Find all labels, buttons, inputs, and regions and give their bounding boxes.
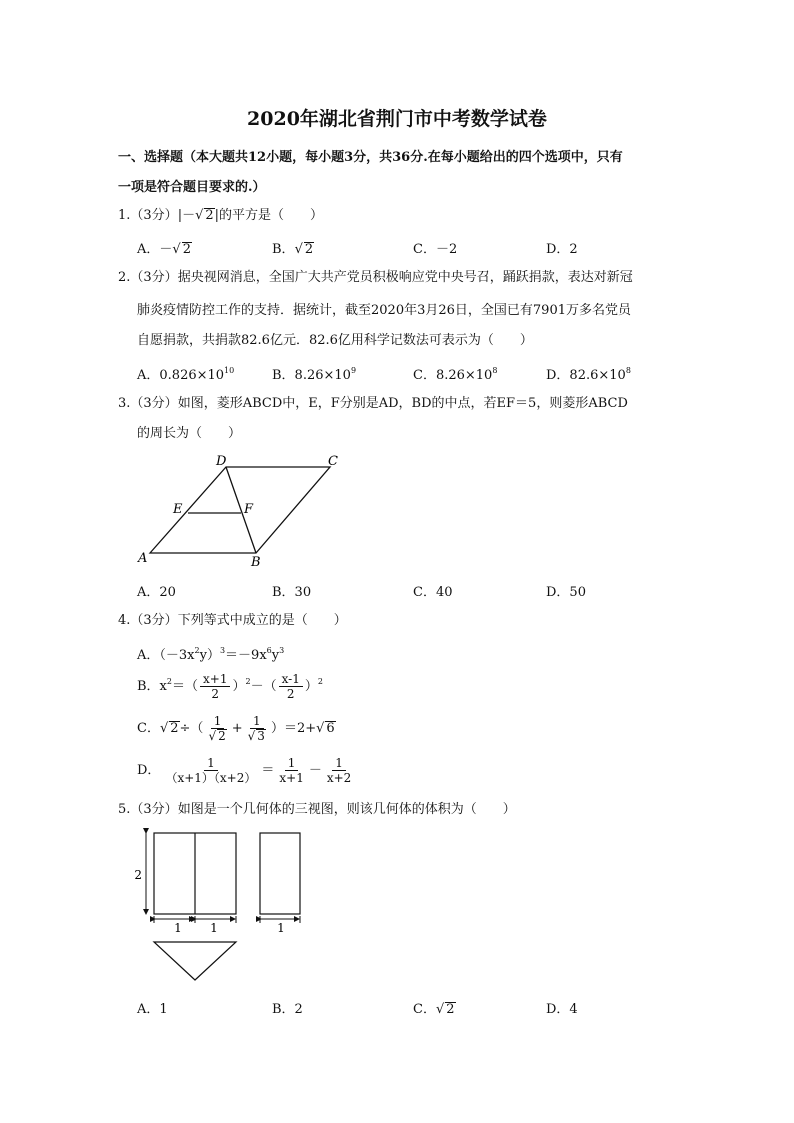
q5-option-c-radicand: 2 — [446, 1002, 455, 1017]
q4-b-numerator1: x+1 — [200, 672, 230, 687]
q4-d-denominator2: x+1 — [279, 771, 304, 785]
q1-text-pre: |－ — [177, 208, 196, 223]
q4-a-exp2: 3 — [219, 645, 226, 655]
q2-option-a-label: A．0.826×10 — [137, 368, 225, 383]
width-label-3: 1 — [277, 921, 285, 935]
q3-option-a[interactable]: A．20 — [137, 585, 176, 600]
question-3-line2: 的周长为（ ） — [137, 426, 242, 441]
q1-option-b[interactable]: B．√ 2 — [272, 242, 314, 257]
q4-c-plus: + — [231, 721, 243, 736]
q4-c-radicand3: 3 — [257, 729, 265, 743]
q4-option-a[interactable] — [137, 644, 284, 663]
q5-option-d[interactable]: D．4 — [546, 1002, 578, 1017]
q5-option-c[interactable]: C．√ 2 — [413, 1002, 455, 1017]
three-view-figure — [134, 828, 314, 988]
side-view — [260, 833, 300, 914]
q2-option-c-exponent: 8 — [492, 365, 498, 375]
q4-b-exp1: 2 — [166, 676, 172, 686]
q4-b-part4: －（ — [250, 679, 277, 694]
q2-option-b[interactable] — [272, 364, 356, 383]
height-label: 2 — [134, 868, 142, 882]
section-header-line2: 一项是符合题目要求的.） — [118, 180, 266, 195]
label-e: E — [173, 502, 183, 517]
q4-c-label: C． — [137, 721, 160, 736]
width-label-2: 1 — [210, 921, 218, 935]
q4-a-exp4: 3 — [279, 645, 285, 655]
q4-score: （3分） — [130, 613, 178, 628]
q4-c-radicand4: 6 — [326, 721, 335, 736]
q4-number: 4. — [118, 613, 131, 628]
q4-a-exp3: 6 — [266, 645, 272, 655]
exam-title: 2020年湖北省荆门市中考数学试卷 — [247, 108, 547, 130]
q1-option-b-label: B． — [272, 242, 295, 257]
q4-text: 下列等式中成立的是（ ） — [177, 613, 347, 628]
q4-c-numerator2: 1 — [250, 714, 264, 729]
q3-score: （3分） — [130, 396, 178, 411]
q2-option-d-label: D．82.6×10 — [546, 368, 626, 383]
question-2-line3: 自愿捐款，共捐款82.6亿元．82.6亿用科学记数法可表示为（ ） — [137, 333, 533, 348]
question-5 — [118, 801, 516, 819]
q1-text-post: |的平方是（ ） — [214, 208, 324, 223]
q5-number: 5. — [118, 802, 131, 817]
q2-number: 2. — [118, 270, 131, 285]
width-label-1: 1 — [174, 921, 182, 935]
q4-c-fraction2 — [245, 714, 269, 743]
label-d: D — [216, 454, 227, 469]
q4-d-fraction2 — [276, 756, 306, 785]
q4-a-part4: y — [271, 648, 280, 663]
q1-score: （3分） — [130, 208, 178, 223]
rhombus-figure — [130, 452, 350, 572]
q5-option-b[interactable]: B．2 — [272, 1002, 303, 1017]
q4-d-equals: ＝ — [261, 763, 275, 778]
label-a: A — [138, 551, 148, 566]
q5-score: （3分） — [130, 802, 178, 817]
q1-option-b-radicand: 2 — [304, 242, 314, 257]
question-2-line2: 肺炎疫情防控工作的支持．据统计，截至2020年3月26日，全国已有7901万多名党员 — [137, 303, 631, 318]
q4-b-part2: ＝（ — [171, 679, 198, 694]
q1-option-a-radicand: 2 — [182, 242, 191, 257]
q2-score: （3分） — [130, 270, 178, 285]
q4-a-exp1: 2 — [194, 645, 200, 655]
q1-number: 1. — [118, 208, 131, 223]
label-f: F — [244, 502, 254, 517]
question-2-line1 — [118, 269, 633, 287]
q5-option-a[interactable]: A．1 — [137, 1002, 168, 1017]
q4-d-fraction3 — [324, 756, 354, 785]
question-1: 1.（3分）|－√ 2|的平方是（ ） — [118, 208, 324, 223]
question-3-line1 — [118, 395, 628, 413]
q2-option-a[interactable] — [137, 364, 234, 383]
q4-c-part3: ）＝2+ — [270, 721, 317, 736]
q4-b-fraction2 — [279, 672, 303, 701]
q4-d-minus: － — [308, 763, 322, 778]
q4-b-exp3: 2 — [317, 676, 323, 686]
q1-option-a-label: A．－ — [137, 242, 173, 257]
q4-a-part2: y） — [199, 648, 220, 663]
q4-c-numerator1: 1 — [211, 714, 225, 729]
question-4 — [118, 612, 347, 630]
label-b: B — [251, 555, 261, 570]
q5-text: 如图是一个几何体的三视图，则该几何体的体积为（ ） — [177, 802, 516, 817]
q4-c-fraction1 — [205, 714, 229, 743]
q3-text-line1: 如图，菱形ABCD中，E，F分别是AD，BD的中点，若EF＝5，则菱形ABCD — [177, 396, 628, 411]
q4-b-part5: ） — [304, 679, 318, 694]
q4-option-d[interactable] — [137, 756, 356, 785]
top-view-triangle — [154, 942, 236, 980]
q3-option-c[interactable]: C．40 — [413, 585, 453, 600]
q1-radicand: 2 — [205, 208, 214, 223]
q2-option-a-exponent: 10 — [224, 365, 235, 375]
q3-option-b[interactable]: B．30 — [272, 585, 312, 600]
q4-b-fraction1 — [200, 672, 230, 701]
q4-b-exp2: 2 — [245, 676, 251, 686]
q4-c-denominator2: √ 3 — [247, 729, 265, 743]
q3-number: 3. — [118, 396, 131, 411]
q4-b-numerator2: x-1 — [279, 672, 303, 687]
q3-option-d[interactable]: D．50 — [546, 585, 586, 600]
q4-c-part2: ÷（ — [179, 721, 204, 736]
q4-option-b[interactable] — [137, 672, 323, 701]
q4-c-radicand2: 2 — [218, 729, 226, 743]
q4-d-numerator1: 1 — [204, 756, 218, 771]
q4-b-denominator2: 2 — [286, 687, 295, 701]
section-header-line1: 一、选择题（本大题共12小题，每小题3分，共36分.在每小题给出的四个选项中，只有 — [118, 150, 623, 165]
q4-a-part1: A．（－3x — [137, 648, 195, 663]
q4-d-denominator3: x+2 — [326, 771, 352, 785]
q2-option-c[interactable] — [413, 364, 497, 383]
q5-option-c-label: C． — [413, 1002, 436, 1017]
q4-b-part3: ） — [232, 679, 246, 694]
q4-d-denominator1: （x+1）（x+2） — [165, 771, 257, 785]
q4-d-numerator3: 1 — [332, 756, 346, 771]
q4-b-denominator1: 2 — [211, 687, 220, 701]
q2-option-d-exponent: 8 — [625, 365, 631, 375]
q4-d-fraction1 — [162, 756, 259, 785]
q2-option-b-exponent: 9 — [350, 365, 357, 375]
q4-d-numerator2: 1 — [285, 756, 299, 771]
q1-option-d[interactable]: D．2 — [546, 242, 578, 257]
q4-option-c[interactable]: C．√ 2÷（ $\frac{1}{√ 2}$ + $\frac{1}{√ 3}$ ）＝2+√ 6 — [137, 714, 335, 743]
q2-option-d[interactable] — [546, 364, 631, 383]
label-c: C — [328, 454, 338, 469]
q4-c-radicand1: 2 — [170, 721, 179, 736]
q4-b-part1: B．x — [137, 679, 167, 694]
q4-d-label: D． — [137, 763, 161, 778]
q2-option-c-label: C．8.26×10 — [413, 368, 493, 383]
q1-option-c[interactable]: C．－2 — [413, 242, 458, 257]
q4-a-part3: ＝－9x — [225, 648, 267, 663]
q2-text-line1: 据央视网消息，全国广大共产党员积极响应党中央号召，踊跃捐款，表达对新冠 — [177, 270, 633, 285]
q1-option-a[interactable]: A．－√ 2 — [137, 242, 191, 257]
q4-c-denominator1: √ 2 — [208, 729, 226, 743]
q2-option-b-label: B．8.26×10 — [272, 368, 351, 383]
